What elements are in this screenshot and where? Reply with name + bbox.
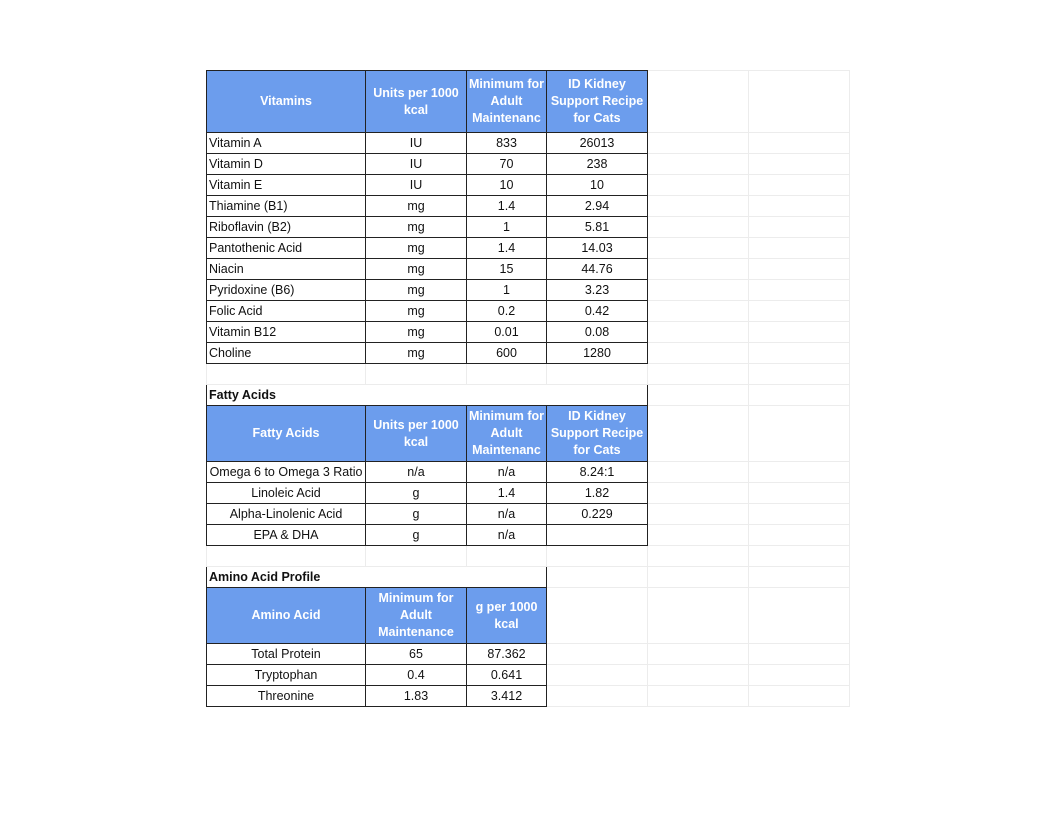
empty-cell[interactable]: [207, 546, 366, 567]
vitamin-unit-cell[interactable]: mg: [366, 196, 467, 217]
fatty-acid-name-cell[interactable]: Omega 6 to Omega 3 Ratio: [207, 462, 366, 483]
vitamin-minimum-cell[interactable]: 0.2: [467, 301, 547, 322]
empty-cell[interactable]: [749, 546, 850, 567]
vitamin-minimum-cell[interactable]: 70: [467, 154, 547, 175]
vitamin-value-cell[interactable]: 1280: [547, 343, 648, 364]
empty-cell[interactable]: [648, 385, 749, 406]
empty-cell[interactable]: [749, 665, 850, 686]
vitamin-unit-cell[interactable]: mg: [366, 301, 467, 322]
vitamin-unit-cell[interactable]: IU: [366, 154, 467, 175]
fatty-acid-value-cell[interactable]: [547, 525, 648, 546]
fatty-acid-unit-cell[interactable]: g: [366, 504, 467, 525]
empty-cell[interactable]: [207, 364, 366, 385]
vitamins-header-minimum[interactable]: Minimum for Adult Maintenanc: [467, 71, 547, 133]
vitamins-header-recipe[interactable]: ID Kidney Support Recipe for Cats: [547, 71, 648, 133]
vitamin-minimum-cell[interactable]: 1: [467, 280, 547, 301]
empty-cell[interactable]: [749, 154, 850, 175]
empty-cell[interactable]: [648, 71, 749, 133]
empty-cell[interactable]: [547, 546, 648, 567]
vitamin-row: [207, 133, 850, 154]
amino-acid-header-minimum[interactable]: Minimum for Adult Maintenance: [366, 588, 467, 644]
vitamin-name-cell[interactable]: Pantothenic Acid: [207, 238, 366, 259]
vitamin-value-cell[interactable]: 14.03: [547, 238, 648, 259]
fatty-acid-row: [207, 462, 850, 483]
vitamin-minimum-cell[interactable]: 833: [467, 133, 547, 154]
empty-cell[interactable]: [467, 364, 547, 385]
empty-cell[interactable]: [547, 567, 648, 588]
fatty-acid-name-cell[interactable]: Linoleic Acid: [207, 483, 366, 504]
amino-acid-minimum-cell[interactable]: 1.83: [366, 686, 467, 707]
vitamin-minimum-cell[interactable]: 15: [467, 259, 547, 280]
vitamin-minimum-cell[interactable]: 1.4: [467, 238, 547, 259]
empty-cell[interactable]: [749, 71, 850, 133]
amino-acid-name-cell[interactable]: Tryptophan: [207, 665, 366, 686]
empty-cell[interactable]: [648, 301, 749, 322]
empty-cell[interactable]: [749, 686, 850, 707]
fatty-acid-minimum-cell[interactable]: n/a: [467, 504, 547, 525]
vitamin-minimum-cell[interactable]: 1: [467, 217, 547, 238]
empty-cell[interactable]: [648, 546, 749, 567]
amino-acid-minimum-cell[interactable]: 0.4: [366, 665, 467, 686]
vitamin-row: [207, 301, 850, 322]
empty-cell[interactable]: [467, 546, 547, 567]
vitamin-unit-cell[interactable]: mg: [366, 259, 467, 280]
vitamin-row: [207, 238, 850, 259]
vitamin-unit-cell[interactable]: mg: [366, 343, 467, 364]
empty-cell[interactable]: [749, 280, 850, 301]
empty-cell[interactable]: [648, 504, 749, 525]
vitamin-minimum-cell[interactable]: 600: [467, 343, 547, 364]
empty-cell[interactable]: [749, 567, 850, 588]
spacer-row: [207, 546, 850, 567]
empty-cell[interactable]: [749, 364, 850, 385]
empty-cell[interactable]: [648, 280, 749, 301]
vitamin-minimum-cell[interactable]: 10: [467, 175, 547, 196]
fatty-acid-value-cell[interactable]: 0.229: [547, 504, 648, 525]
amino-acid-header-value[interactable]: g per 1000 kcal: [467, 588, 547, 644]
empty-cell[interactable]: [749, 238, 850, 259]
vitamin-name-cell[interactable]: Vitamin D: [207, 154, 366, 175]
fatty-acids-header-units[interactable]: Units per 1000 kcal: [366, 406, 467, 462]
empty-cell[interactable]: [749, 406, 850, 462]
vitamins-header-name[interactable]: Vitamins: [207, 71, 366, 133]
vitamin-value-cell[interactable]: 10: [547, 175, 648, 196]
empty-cell[interactable]: [648, 686, 749, 707]
fatty-acid-minimum-cell[interactable]: n/a: [467, 462, 547, 483]
vitamin-name-cell[interactable]: Pyridoxine (B6): [207, 280, 366, 301]
amino-acid-value-cell[interactable]: 3.412: [467, 686, 547, 707]
empty-cell[interactable]: [648, 406, 749, 462]
empty-cell[interactable]: [749, 525, 850, 546]
empty-cell[interactable]: [648, 238, 749, 259]
empty-cell[interactable]: [648, 322, 749, 343]
empty-cell[interactable]: [648, 665, 749, 686]
empty-cell[interactable]: [749, 343, 850, 364]
fatty-acids-section-title[interactable]: Fatty Acids: [207, 385, 648, 406]
vitamin-name-cell[interactable]: Vitamin E: [207, 175, 366, 196]
vitamin-value-cell[interactable]: 5.81: [547, 217, 648, 238]
vitamin-value-cell[interactable]: 44.76: [547, 259, 648, 280]
empty-cell[interactable]: [749, 504, 850, 525]
vitamin-name-cell[interactable]: Folic Acid: [207, 301, 366, 322]
empty-cell[interactable]: [366, 546, 467, 567]
amino-acid-row: [207, 644, 850, 665]
empty-cell[interactable]: [648, 364, 749, 385]
vitamin-row: [207, 196, 850, 217]
fatty-acid-value-cell[interactable]: 8.24:1: [547, 462, 648, 483]
vitamin-unit-cell[interactable]: mg: [366, 280, 467, 301]
amino-acid-name-cell[interactable]: Threonine: [207, 686, 366, 707]
empty-cell[interactable]: [749, 133, 850, 154]
vitamin-row: [207, 280, 850, 301]
empty-cell[interactable]: [749, 644, 850, 665]
vitamin-name-cell[interactable]: Riboflavin (B2): [207, 217, 366, 238]
vitamin-row: [207, 154, 850, 175]
empty-cell[interactable]: [547, 588, 648, 644]
fatty-acid-unit-cell[interactable]: g: [366, 525, 467, 546]
empty-cell[interactable]: [366, 364, 467, 385]
vitamin-row: [207, 259, 850, 280]
empty-cell[interactable]: [749, 385, 850, 406]
vitamin-unit-cell[interactable]: mg: [366, 238, 467, 259]
fatty-acid-name-cell[interactable]: EPA & DHA: [207, 525, 366, 546]
empty-cell[interactable]: [749, 196, 850, 217]
empty-cell[interactable]: [749, 175, 850, 196]
vitamin-minimum-cell[interactable]: 1.4: [467, 196, 547, 217]
vitamin-row: [207, 217, 850, 238]
empty-cell[interactable]: [648, 154, 749, 175]
fatty-acid-unit-cell[interactable]: n/a: [366, 462, 467, 483]
vitamin-name-cell[interactable]: Vitamin A: [207, 133, 366, 154]
empty-cell[interactable]: [547, 644, 648, 665]
empty-cell[interactable]: [648, 588, 749, 644]
fatty-acid-row: [207, 483, 850, 504]
empty-cell[interactable]: [749, 259, 850, 280]
vitamin-row: [207, 343, 850, 364]
amino-acid-header-name[interactable]: Amino Acid: [207, 588, 366, 644]
fatty-acid-name-cell[interactable]: Alpha-Linolenic Acid: [207, 504, 366, 525]
vitamin-row: [207, 322, 850, 343]
vitamin-name-cell[interactable]: Vitamin B12: [207, 322, 366, 343]
amino-acid-section-title[interactable]: Amino Acid Profile: [207, 567, 547, 588]
fatty-acid-unit-cell[interactable]: g: [366, 483, 467, 504]
vitamin-name-cell[interactable]: Thiamine (B1): [207, 196, 366, 217]
vitamin-value-cell[interactable]: 0.08: [547, 322, 648, 343]
empty-cell[interactable]: [648, 567, 749, 588]
empty-cell[interactable]: [648, 343, 749, 364]
fatty-acid-minimum-cell[interactable]: 1.4: [467, 483, 547, 504]
fatty-acid-value-cell[interactable]: 1.82: [547, 483, 648, 504]
vitamins-header-units[interactable]: Units per 1000 kcal: [366, 71, 467, 133]
vitamin-row: [207, 175, 850, 196]
empty-cell[interactable]: [648, 462, 749, 483]
vitamin-name-cell[interactable]: Choline: [207, 343, 366, 364]
empty-cell[interactable]: [749, 483, 850, 504]
empty-cell[interactable]: [648, 196, 749, 217]
empty-cell[interactable]: [648, 644, 749, 665]
fatty-acids-header-minimum[interactable]: Minimum for Adult Maintenanc: [467, 406, 547, 462]
empty-cell[interactable]: [547, 364, 648, 385]
vitamin-value-cell[interactable]: 0.42: [547, 301, 648, 322]
vitamin-unit-cell[interactable]: IU: [366, 175, 467, 196]
amino-acid-row: [207, 665, 850, 686]
spacer-row: [207, 364, 850, 385]
empty-cell[interactable]: [547, 665, 648, 686]
amino-acid-value-cell[interactable]: 0.641: [467, 665, 547, 686]
fatty-acids-header-recipe[interactable]: ID Kidney Support Recipe for Cats: [547, 406, 648, 462]
vitamin-unit-cell[interactable]: mg: [366, 322, 467, 343]
section-title-row: [207, 567, 850, 588]
fatty-acid-minimum-cell[interactable]: n/a: [467, 525, 547, 546]
fatty-acid-row: [207, 504, 850, 525]
empty-cell[interactable]: [749, 462, 850, 483]
empty-cell[interactable]: [749, 588, 850, 644]
spreadsheet-grid: [206, 70, 850, 707]
vitamin-unit-cell[interactable]: IU: [366, 133, 467, 154]
vitamin-unit-cell[interactable]: mg: [366, 217, 467, 238]
vitamin-value-cell[interactable]: 238: [547, 154, 648, 175]
empty-cell[interactable]: [648, 483, 749, 504]
vitamin-value-cell[interactable]: 3.23: [547, 280, 648, 301]
empty-cell[interactable]: [648, 259, 749, 280]
empty-cell[interactable]: [749, 301, 850, 322]
amino-acid-minimum-cell[interactable]: 65: [366, 644, 467, 665]
vitamin-value-cell[interactable]: 2.94: [547, 196, 648, 217]
vitamin-minimum-cell[interactable]: 0.01: [467, 322, 547, 343]
empty-cell[interactable]: [547, 686, 648, 707]
empty-cell[interactable]: [648, 175, 749, 196]
amino-acid-value-cell[interactable]: 87.362: [467, 644, 547, 665]
empty-cell[interactable]: [749, 322, 850, 343]
fatty-acid-row: [207, 525, 850, 546]
empty-cell[interactable]: [648, 133, 749, 154]
fatty-acids-header-name[interactable]: Fatty Acids: [207, 406, 366, 462]
section-title-row: [207, 385, 850, 406]
vitamin-value-cell[interactable]: 26013: [547, 133, 648, 154]
empty-cell[interactable]: [749, 217, 850, 238]
amino-acid-name-cell[interactable]: Total Protein: [207, 644, 366, 665]
empty-cell[interactable]: [648, 217, 749, 238]
amino-acid-row: [207, 686, 850, 707]
vitamin-name-cell[interactable]: Niacin: [207, 259, 366, 280]
empty-cell[interactable]: [648, 525, 749, 546]
